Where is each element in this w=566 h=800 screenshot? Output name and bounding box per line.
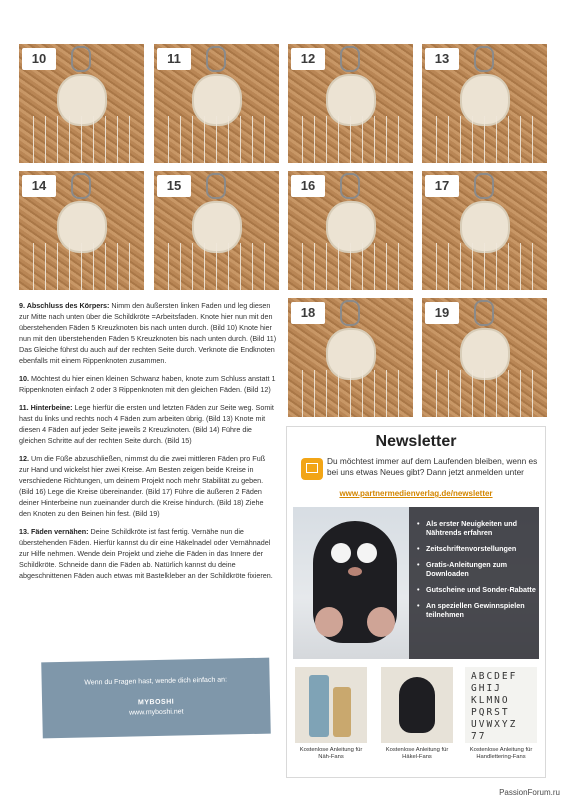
benefit-list: [417, 519, 537, 626]
mail-icon: [301, 458, 323, 480]
step-9: [19, 300, 277, 366]
photo-number: 18: [291, 302, 325, 324]
benefit-item: • Gutscheine und Sonder-Rabatte: [417, 585, 537, 594]
photo-number: 15: [157, 175, 191, 197]
thumb-caption: Kostenlose Anleitung für Näh-Fans: [299, 747, 363, 760]
step-photo-10: [19, 44, 144, 163]
contact-box: [41, 658, 271, 739]
step-body: Lege hierfür die ersten und letzten Fäden zur Seite weg. Somit hast du links und rechts noch 4 Fäden zum arbeiten übrig. (Bild 13) Knote mit diesen 4 Fäden auf jeder Seite jeweils 2 Kreuzknoten. (Bild 14) Führe die gleichen Schritte auf der rechten Seite durch. (Bild 15): [19, 403, 274, 445]
newsletter-link[interactable]: www.partnermedienverlag.de/newsletter: [339, 489, 493, 498]
step-10: [19, 373, 277, 395]
step-photo-19: [422, 298, 547, 417]
step-photo-13: [422, 44, 547, 163]
freebie-sewing[interactable]: [295, 667, 367, 771]
benefit-item: • Als erster Neuigkeiten und Nähtrends erfahren: [417, 519, 537, 537]
step-photo-15: [154, 171, 279, 290]
step-heading: 10.: [19, 374, 29, 383]
benefit-item: • Gratis-Anleitungen zum Downloaden: [417, 560, 537, 578]
keyring: [474, 46, 494, 72]
freebie-crochet[interactable]: [381, 667, 453, 771]
newsletter-text: Du möchtest immer auf dem Laufenden bleiben, wenn es bei uns etwas Neues gibt? Dann jetzt anmelden unter: [327, 456, 538, 477]
cords: [430, 116, 539, 163]
eye: [331, 543, 351, 563]
crochet-thumbnail: [381, 667, 453, 743]
step-photo-18: [288, 298, 413, 417]
thumb-caption: Kostenlose Anleitung für Handlettering-Fans: [469, 747, 533, 760]
cords: [430, 243, 539, 290]
cords: [296, 370, 405, 417]
thumb-caption: Kostenlose Anleitung für Häkel-Fans: [385, 747, 449, 760]
cords: [27, 116, 136, 163]
keyring: [340, 46, 360, 72]
step-photo-12: [288, 44, 413, 163]
foot: [315, 607, 343, 637]
freebie-handlettering[interactable]: [465, 667, 537, 771]
photo-number: 10: [22, 48, 56, 70]
crochet-mole-image: [313, 521, 397, 643]
step-body: Um die Füße abzuschließen, nimmst du die zwei mittleren Fäden pro Fuß zur Hand und wickelst hier zwei Kreise. Am Besten zeigen beide Kreise in verschiedene Richtungen, um deinem Projekt noch mehr Stabilität zu geben. (Bild 16) Lege die Kreise übereinander. (Bild 17) Führe die äußeren 2 Fäden deiner Hinterbeine nun zueinander durch die Kreise hindurch. (Bild 18) Ziehe den Knoten zu den Beinen hin fest. (Bild 19): [19, 454, 266, 518]
cords: [296, 116, 405, 163]
step-heading: 13. Fäden vernähen:: [19, 527, 89, 536]
nose: [348, 567, 362, 576]
step-body: Möchtest du hier einen kleinen Schwanz haben, knote zum Schluss anstatt 1 Rippenknoten einfach 2 oder 3 Rippenknoten mit den gleichen Fäden. (Bild 12): [19, 374, 276, 394]
lettering-sample: ABCDEF GHIJ KLMNO PQRST UVWXYZ 77: [471, 671, 518, 742]
step-12: [19, 453, 277, 519]
freebie-thumbs: [295, 667, 539, 771]
keyring: [71, 173, 91, 199]
keyring: [474, 300, 494, 326]
keyring: [340, 300, 360, 326]
step-photo-17: [422, 171, 547, 290]
newsletter-hero-image: [293, 507, 539, 659]
step-heading: 12.: [19, 454, 29, 463]
step-heading: 9. Abschluss des Körpers:: [19, 301, 110, 310]
cords: [296, 243, 405, 290]
benefit-item: • Zeitschriftenvorstellungen: [417, 544, 537, 553]
photo-number: 14: [22, 175, 56, 197]
photo-number: 13: [425, 48, 459, 70]
handlettering-thumbnail: [465, 667, 537, 743]
step-photo-14: [19, 171, 144, 290]
keyring: [206, 173, 226, 199]
contact-line: Wenn du Fragen hast, wende dich einfach an:: [84, 676, 228, 687]
keyring: [71, 46, 91, 72]
foot: [367, 607, 395, 637]
step-body: Nimm den äußersten linken Faden und leg diesen zur Mitte nach unten über die Schildkröte =Arbeitsfaden. Knote hier nun mit den überstehenden Fäden 5 Kreuzknoten bis nach unten durch. (Bild 10) Knote hier nun mit den überstehenden Fäden 5 Kreuzknoten bis nach unten durch. (Bild 11) Das Gleiche führst du auch auf der rechten Seite durch. Verknote die Endknoten ebenfalls mit einem Rippenknoten zusammen.: [19, 301, 277, 365]
photo-number: 17: [425, 175, 459, 197]
photo-number: 11: [157, 48, 191, 70]
keyring: [474, 173, 494, 199]
step-photo-11: [154, 44, 279, 163]
site-watermark: PassionForum.ru: [499, 788, 560, 797]
step-photo-16: [288, 171, 413, 290]
benefit-item: • An speziellen Gewinnspielen teilnehmen: [417, 601, 537, 619]
contact-brand: MYBOSHI: [137, 698, 175, 707]
eye: [357, 543, 377, 563]
instructions: [19, 300, 277, 588]
cords: [162, 116, 271, 163]
cords: [27, 243, 136, 290]
step-13: [19, 526, 277, 581]
photo-number: 12: [291, 48, 325, 70]
sewing-thumbnail: [295, 667, 367, 743]
newsletter-title: Newsletter: [375, 433, 457, 450]
newsletter-ad: [286, 426, 546, 778]
step-body: Deine Schildkröte ist fast fertig. Vernähe nun die überstehenden Fäden. Hierfür kannst du dir eine Häkelnadel oder Vernähnadel zur Hilfe nehmen. Wende dein Projekt und ziehe die Fäden in das Innere der Schildkröte. Schneide dann die Fäden ab. Natürlich kannst du deine abgeschnittenen Fäden auch etwas mit Bastelkleber an der Schildkröte fixieren.: [19, 527, 273, 580]
cords: [162, 243, 271, 290]
step-heading: 11. Hinterbeine:: [19, 403, 73, 412]
keyring: [340, 173, 360, 199]
photo-number: 19: [425, 302, 459, 324]
photo-number: 16: [291, 175, 325, 197]
cords: [430, 370, 539, 417]
keyring: [206, 46, 226, 72]
contact-url[interactable]: www.myboshi.net: [129, 708, 184, 717]
step-11: [19, 402, 277, 446]
